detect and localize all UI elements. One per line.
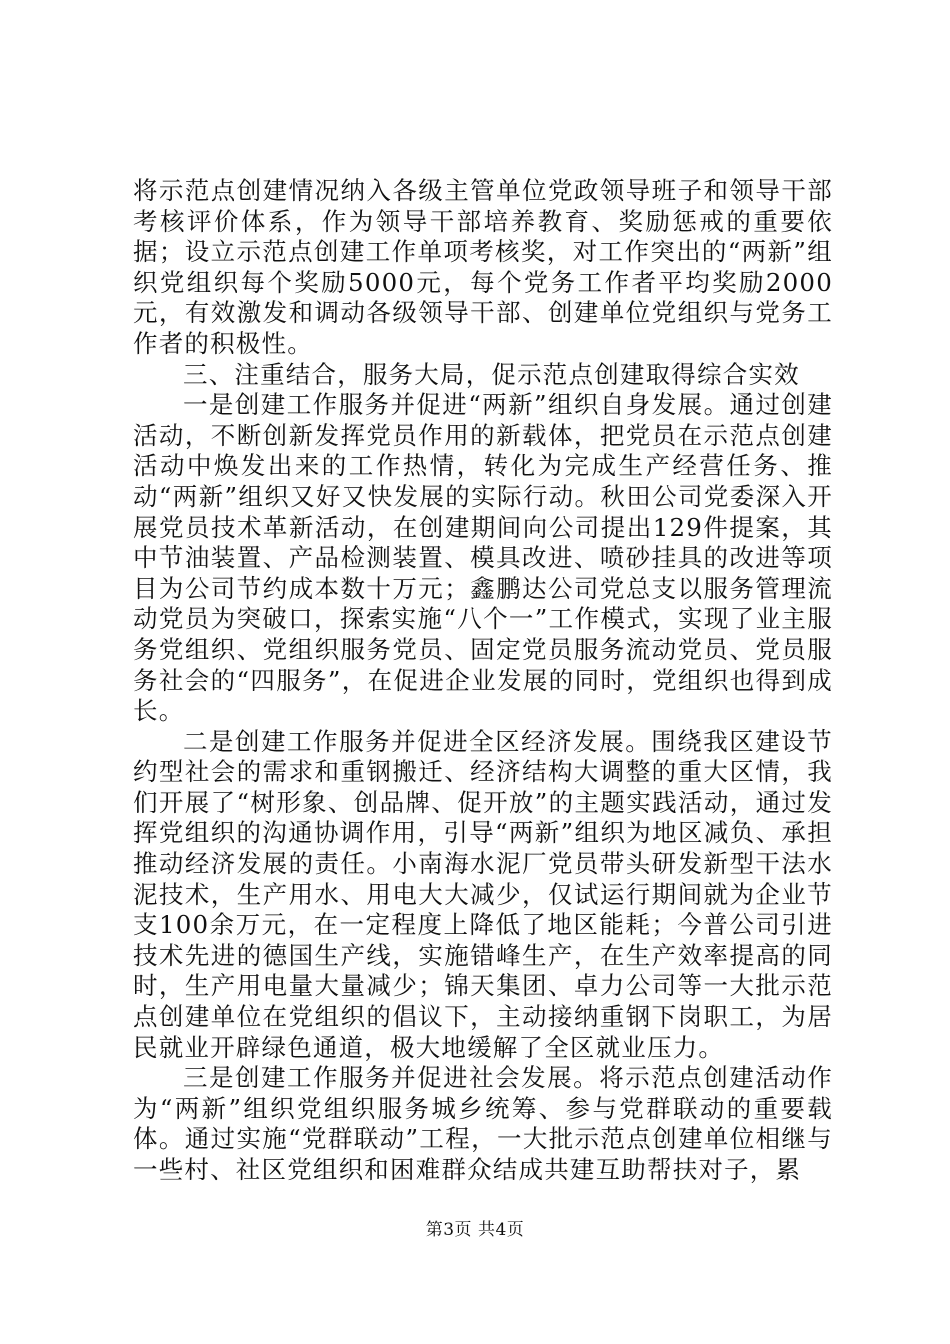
paragraph-social-development: 三是创建工作服务并促进社会发展。将示范点创建活动作为“两新”组织党组织服务城乡统筹、参与党群联动的重要载体。通过实施“党群联动”工程，一大批示范点创建单位相继与一些村、社区党组织和困难群众结成共建互助帮扶对子，累 [133, 1063, 833, 1184]
document-body [133, 176, 833, 1186]
paragraph-continuation: 将示范点创建情况纳入各级主管单位党政领导班子和领导干部考核评价体系，作为领导干部培养教育、奖励惩戒的重要依据；设立示范点创建工作单项考核奖，对工作突出的“两新”组织党组织每个奖励5000元，每个党务工作者平均奖励2000元，有效激发和调动各级领导干部、创建单位党组织与党务工作者的积极性。 [133, 176, 833, 358]
section-heading: 三、注重结合，服务大局，促示范点创建取得综合实效 [183, 359, 800, 389]
paragraph-economic-development: 二是创建工作服务并促进全区经济发展。围绕我区建设节约型社会的需求和重钢搬迁、经济结构大调整的重大区情，我们开展了“树形象、创品牌、促开放”的主题实践活动，通过发挥党组织的沟通协调作用，引导“两新”组织为地区减负、承担推动经济发展的责任。小南海水泥厂党员带头研发新型干法水泥技术，生产用水、用电大大减少，仅试运行期间就为企业节支100余万元，在一定程度上降低了地区能耗；今普公司引进技术先进的德国生产线，实施错峰生产，在生产效率提高的同时，生产用电量大量减少；锦天集团、卓力公司等一大批示范点创建单位在党组织的倡议下，主动接纳重钢下岗职工，为居民就业开辟绿色通道，极大地缓解了全区就业压力。 [133, 726, 833, 1062]
page-number-footer: 第3页 共4页 [425, 1220, 525, 1240]
paragraph-self-development: 一是创建工作服务并促进“两新”组织自身发展。通过创建活动，不断创新发挥党员作用的新载体，把党员在示范点创建活动中焕发出来的工作热情，转化为完成生产经营任务、推动“两新”组织又好又快发展的实际行动。秋田公司党委深入开展党员技术革新活动，在创建期间向公司提出129件提案，其中节油装置、产品检测装置、模具改进、喷砂挂具的改进等项目为公司节约成本数十万元；鑫鹏达公司党总支以服务管理流动党员为突破口，探索实施“八个一”工作模式，实现了业主服务党组织、党组织服务党员、固定党员服务流动党员、党员服务社会的“四服务”，在促进企业发展的同时，党组织也得到成长。 [133, 390, 833, 726]
